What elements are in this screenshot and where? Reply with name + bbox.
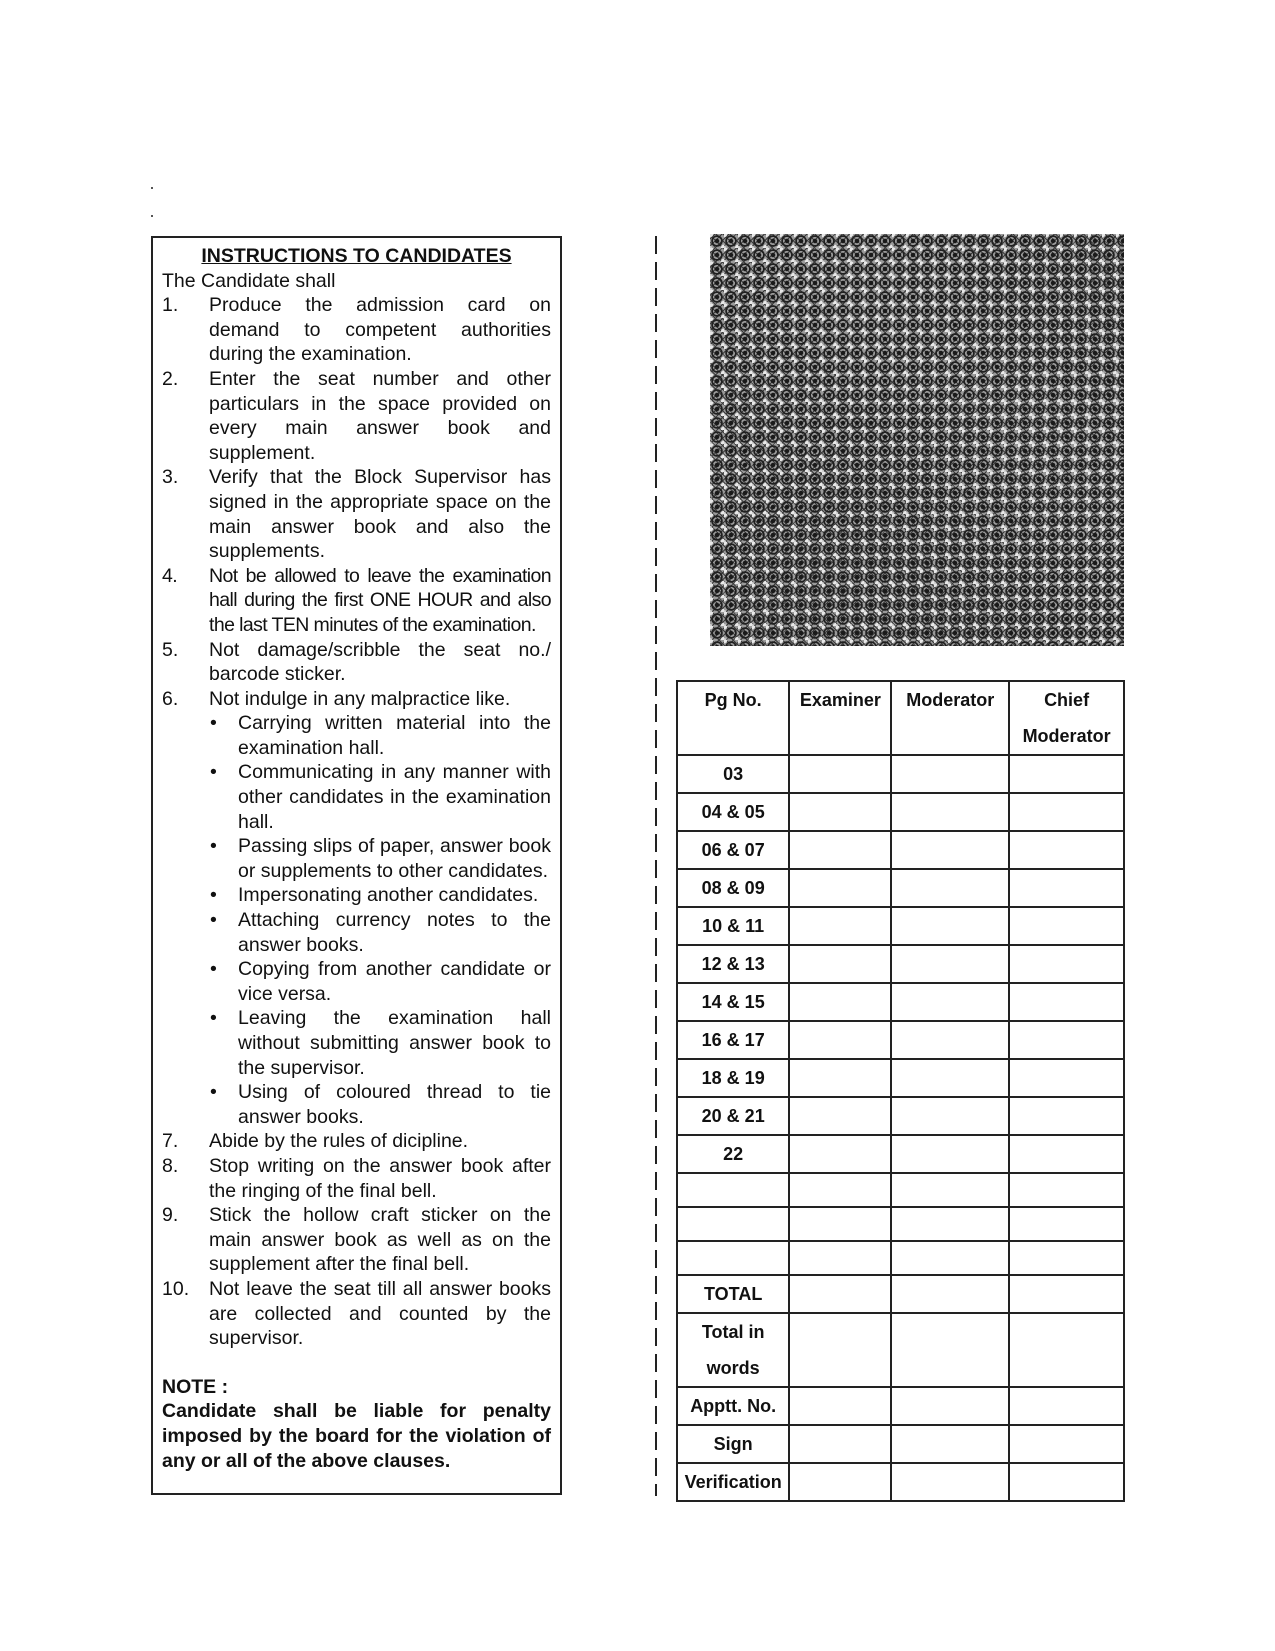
moderator-cell[interactable] [891,1275,1009,1313]
chief-moderator-cell[interactable] [1009,1275,1124,1313]
chief-moderator-cell[interactable] [1009,1135,1124,1173]
row-label [677,1207,789,1241]
item-number: 9. [162,1204,179,1227]
instruction-item [162,564,551,638]
chief-moderator-cell[interactable] [1009,869,1124,907]
moderator-cell[interactable] [891,1059,1009,1097]
bullet-text: Communicating in any manner with other candidates in the examination hall. [238,761,551,833]
examiner-cell[interactable] [789,1135,891,1173]
row-label: Apptt. No. [677,1387,789,1425]
row-label: 10 & 11 [677,907,789,945]
table-header-row [677,681,1124,755]
chief-moderator-cell[interactable] [1009,907,1124,945]
instruction-item [162,465,551,563]
bullet-text: Carrying written material into the examination hall. [238,712,551,759]
examiner-cell[interactable] [789,1313,891,1387]
examiner-cell[interactable] [789,1021,891,1059]
chief-moderator-cell[interactable] [1009,1207,1124,1241]
item-number: 4. [162,564,178,587]
moderator-cell[interactable] [891,1463,1009,1501]
chief-moderator-cell[interactable] [1009,1173,1124,1207]
chief-moderator-cell[interactable] [1009,755,1124,793]
chief-moderator-cell[interactable] [1009,1241,1124,1275]
item-number: 8. [162,1154,179,1177]
row-label [677,1173,789,1207]
header-pg-no: Pg No. [677,681,789,755]
row-label: TOTAL [677,1275,789,1313]
examiner-cell[interactable] [789,1241,891,1275]
note-text: Candidate shall be liable for penalty imposed by the board for the violation of any or all of the above clauses. [162,1400,551,1472]
table-row [677,1135,1124,1173]
bullet-text: Attaching currency notes to the answer books. [238,909,551,956]
examiner-cell[interactable] [789,1097,891,1135]
examiner-cell[interactable] [789,1173,891,1207]
row-label: Sign [677,1425,789,1463]
header-moderator: Moderator [891,681,1009,755]
row-label: 22 [677,1135,789,1173]
instruction-item [162,1154,551,1203]
malpractice-bullet [209,908,551,957]
malpractice-bullet [209,1006,551,1080]
table-row [677,1207,1124,1241]
chief-moderator-cell[interactable] [1009,1425,1124,1463]
examiner-cell[interactable] [789,983,891,1021]
item-text: Abide by the rules of dicipline. [209,1130,469,1153]
table-row [677,1173,1124,1207]
moderator-cell[interactable] [891,1241,1009,1275]
row-label: 03 [677,755,789,793]
table-row [677,983,1124,1021]
moderator-cell[interactable] [891,869,1009,907]
header-chief-moderator: Chief Moderator [1009,681,1124,755]
row-label: 16 & 17 [677,1021,789,1059]
chief-moderator-cell[interactable] [1009,1097,1124,1135]
stray-dot [151,187,153,189]
instruction-item [162,1277,551,1351]
examiner-cell[interactable] [789,755,891,793]
bullet-icon: • [210,1081,217,1104]
malpractice-bullet [209,957,551,1006]
row-label: 18 & 19 [677,1059,789,1097]
moderator-cell[interactable] [891,945,1009,983]
examiner-cell[interactable] [789,869,891,907]
item-text: Not indulge in any malpractice like. [209,687,511,710]
examiner-cell[interactable] [789,1207,891,1241]
row-label [677,1241,789,1275]
table-row [677,1059,1124,1097]
item-text: Not leave the seat till all answer books are collected and counted by the supervisor. [209,1277,551,1350]
table-row [677,1313,1124,1387]
moderator-cell[interactable] [891,1173,1009,1207]
marks-table-body [677,755,1124,1501]
moderator-cell[interactable] [891,907,1009,945]
examiner-cell[interactable] [789,1425,891,1463]
table-row [677,793,1124,831]
malpractice-bullet [209,711,551,760]
item-text: Stick the hollow craft sticker on the main answer book as well as on the supplement after the final bell. [209,1204,551,1276]
header-examiner: Examiner [789,681,891,755]
examiner-cell[interactable] [789,831,891,869]
chief-moderator-cell[interactable] [1009,1463,1124,1501]
row-label: 08 & 09 [677,869,789,907]
bullet-icon: • [210,1007,217,1030]
moderator-cell[interactable] [891,831,1009,869]
chief-moderator-cell[interactable] [1009,1021,1124,1059]
item-number: 7. [162,1130,179,1153]
marks-table [676,680,1125,1502]
instruction-item [162,638,551,687]
row-label: 06 & 07 [677,831,789,869]
security-pattern-image [710,234,1124,646]
instruction-item [162,1129,551,1154]
instruction-item [162,1203,551,1277]
row-label: 04 & 05 [677,793,789,831]
instruction-item [162,687,551,712]
malpractice-bullet [209,834,551,883]
moderator-cell[interactable] [891,793,1009,831]
examiner-cell[interactable] [789,907,891,945]
chief-moderator-cell[interactable] [1009,1387,1124,1425]
examiner-cell[interactable] [789,793,891,831]
bullet-icon: • [210,884,217,907]
moderator-cell[interactable] [891,1313,1009,1387]
table-row [677,1425,1124,1463]
bullet-icon: • [210,761,217,784]
table-row [677,1387,1124,1425]
examiner-cell[interactable] [789,1059,891,1097]
malpractice-bullet [209,760,551,834]
bullet-text: Copying from another candidate or vice versa. [238,958,551,1005]
table-row [677,755,1124,793]
row-label: 12 & 13 [677,945,789,983]
table-row [677,1021,1124,1059]
table-row [677,831,1124,869]
moderator-cell[interactable] [891,1207,1009,1241]
moderator-cell[interactable] [891,983,1009,1021]
instructions-box [151,236,562,1495]
instruction-item [162,293,551,367]
instruction-item [162,367,551,465]
examiner-cell[interactable] [789,945,891,983]
row-label: Total in words [677,1313,789,1387]
item-number: 6. [162,687,179,710]
examiner-cell[interactable] [789,1463,891,1501]
row-label: Verification [677,1463,789,1501]
bullet-icon: • [210,835,217,858]
item-text: Stop writing on the answer book after the ringing of the final bell. [209,1154,551,1202]
cut-line-divider [655,236,657,1496]
bullet-icon: • [210,909,217,932]
moderator-cell[interactable] [891,1097,1009,1135]
examiner-cell[interactable] [789,1387,891,1425]
malpractice-bullet [209,1080,551,1129]
examiner-cell[interactable] [789,1275,891,1313]
item-text: Not be allowed to leave the examination hall during the first ONE HOUR and also the last TEN minutes of the examination. [209,564,551,636]
moderator-cell[interactable] [891,1135,1009,1173]
stray-dot [151,215,153,217]
moderator-cell[interactable] [891,1425,1009,1463]
item-text: Produce the admission card on demand to competent authorities during the examination. [209,294,551,366]
note-label: NOTE : [162,1375,229,1398]
chief-moderator-cell[interactable] [1009,793,1124,831]
chief-moderator-cell[interactable] [1009,831,1124,869]
table-row [677,945,1124,983]
item-number: 5. [162,638,179,661]
item-text: Not damage/scribble the seat no./ barcode sticker. [209,638,551,686]
table-row [677,1463,1124,1501]
table-row [677,1275,1124,1313]
item-number: 10. [162,1277,190,1300]
bullet-icon: • [210,958,217,981]
item-number: 2. [162,367,179,390]
item-text: Verify that the Block Supervisor has signed in the appropriate space on the main answer book and also the supplements. [209,466,551,563]
chief-moderator-cell[interactable] [1009,983,1124,1021]
chief-moderator-cell[interactable] [1009,945,1124,983]
item-text: Enter the seat number and other particulars in the space provided on every main answer book and supplement. [209,367,551,464]
item-number: 1. [162,294,179,317]
chief-moderator-cell[interactable] [1009,1059,1124,1097]
moderator-cell[interactable] [891,1021,1009,1059]
moderator-cell[interactable] [891,755,1009,793]
table-row [677,869,1124,907]
row-label: 14 & 15 [677,983,789,1021]
instructions-title: INSTRUCTIONS TO CANDIDATES [201,245,512,267]
table-row [677,907,1124,945]
bullet-text: Impersonating another candidates. [238,884,539,907]
malpractice-bullet [209,883,551,908]
bullet-icon: • [210,712,217,735]
moderator-cell[interactable] [891,1387,1009,1425]
bullet-text: Passing slips of paper, answer book or supplements to other candidates. [238,835,551,882]
item-number: 3. [162,466,179,489]
row-label: 20 & 21 [677,1097,789,1135]
instructions-intro: The Candidate shall [162,269,336,292]
bullet-text: Leaving the examination hall without submitting answer book to the supervisor. [238,1007,551,1079]
bullet-text: Using of coloured thread to tie answer books. [238,1081,551,1128]
table-row [677,1241,1124,1275]
table-row [677,1097,1124,1135]
chief-moderator-cell[interactable] [1009,1313,1124,1387]
